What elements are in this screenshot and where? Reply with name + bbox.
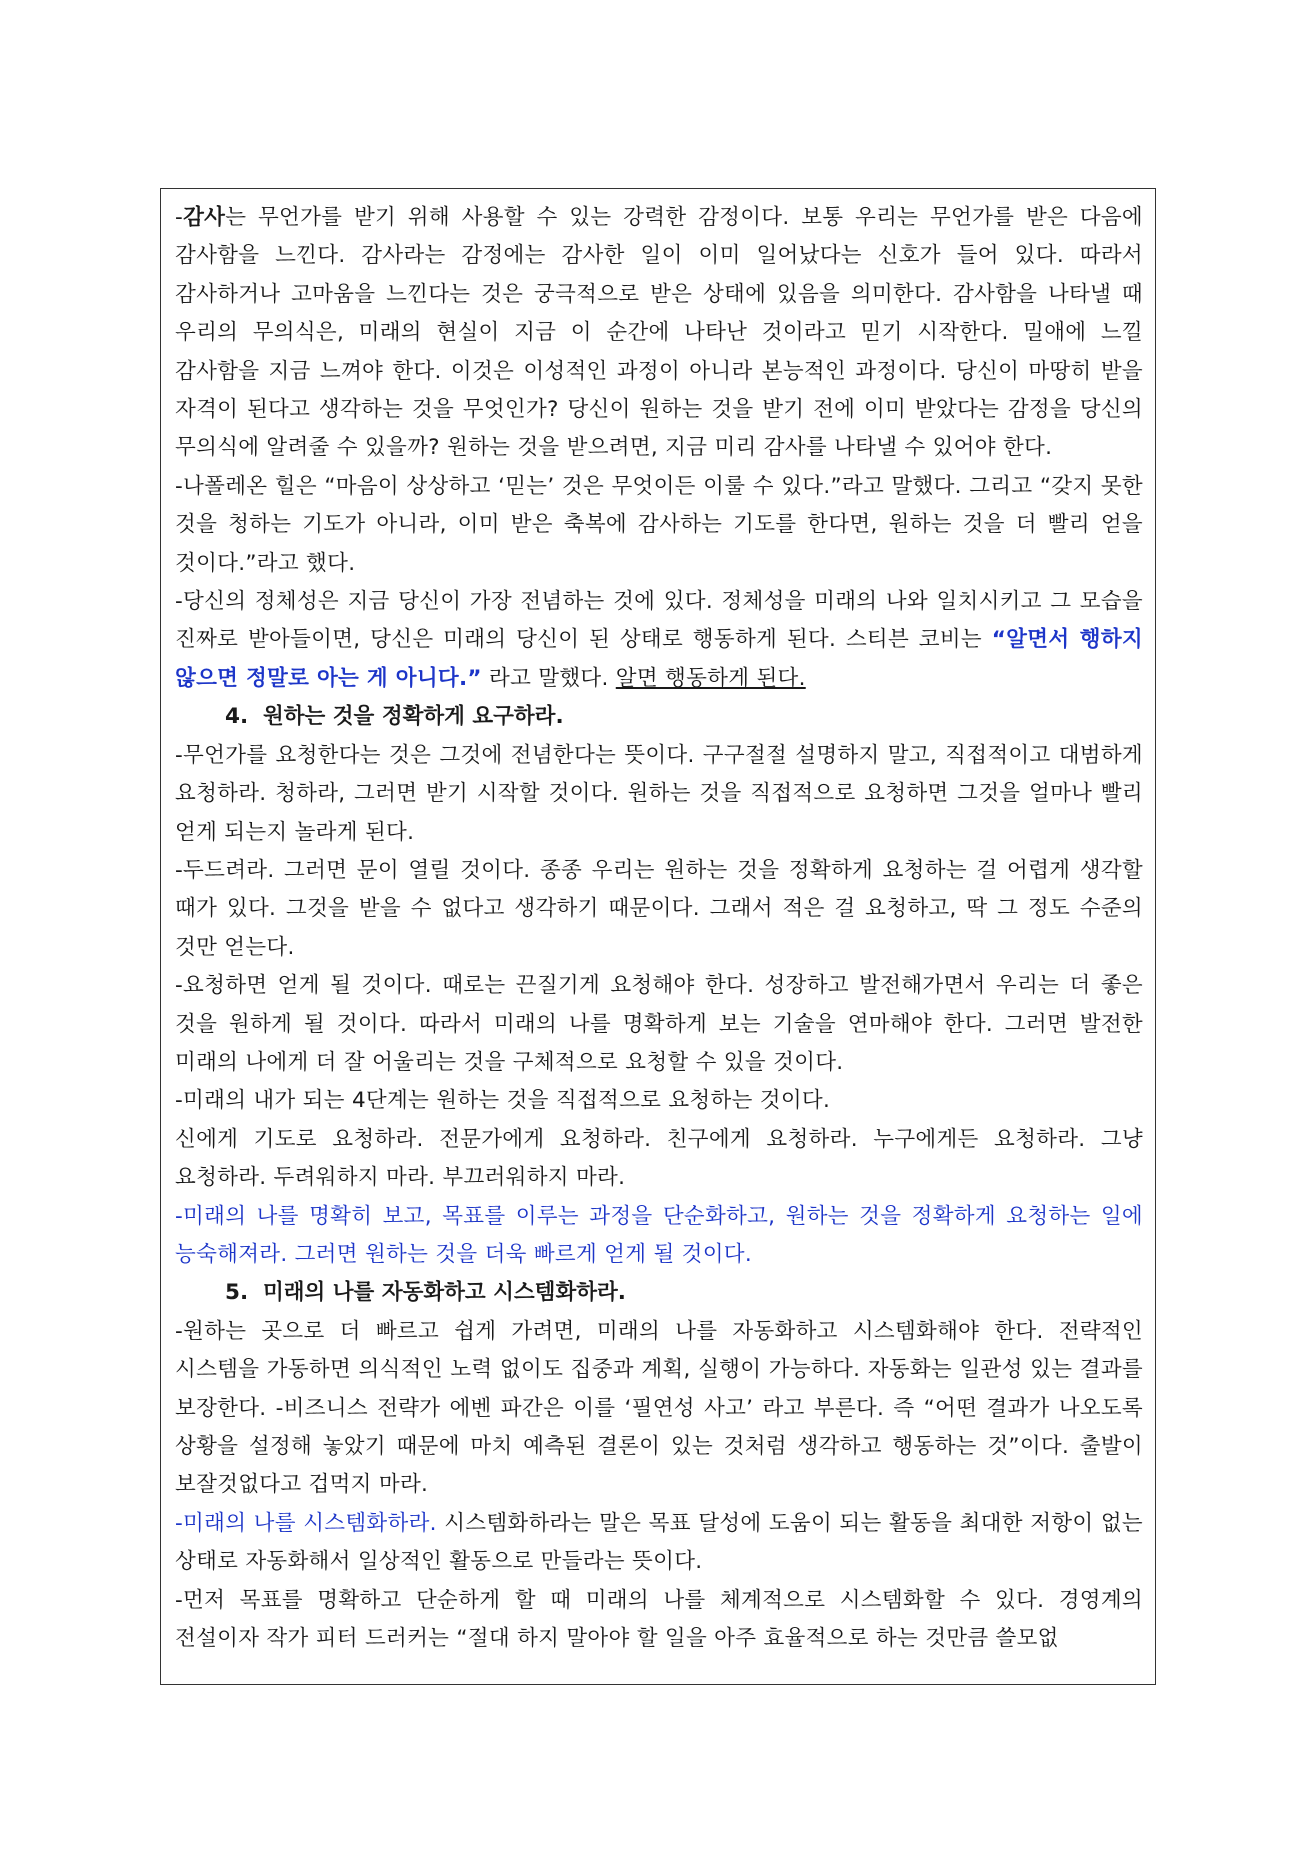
paragraph-text: -당신의 정체성은 지금 당신이 가장 전념하는 것에 있다. 정체성을 미래의 나와 일치시키고 그 모습을 진짜로 받아들이면, 당신은 미래의 당신이 된 상태로 행동하게 된다. 스티븐 코비는 — [175, 589, 1143, 653]
paragraph-knock: -두드려라. 그러면 문이 열릴 것이다. 종종 우리는 원하는 것을 정확하게 요청하는 걸 어렵게 생각할 때가 있다. 그것을 받을 수 없다고 생각하기 때문이다. 그래서 적은 걸 요청하고, 딱 그 정도 수준의 것만 얻는다. — [175, 857, 1143, 960]
paragraph-systemize — [175, 1505, 1143, 1582]
paragraph-drucker: -먼저 목표를 명확하고 단순하게 할 때 미래의 나를 체계적으로 시스템화할 수 있다. 경영계의 전설이자 작가 피터 드러커는 “절대 하지 말아야 할 일을 아주 효율적으로 하는 것만큼 쓸모없 — [175, 1587, 1143, 1652]
heading-number: 5. — [225, 1280, 249, 1306]
paragraph-pray: 신에게 기도로 요청하라. 전문가에게 요청하라. 친구에게 요청하라. 누구에게든 요청하라. 그냥 요청하라. 두려워하지 마라. 부끄러워하지 마라. — [175, 1126, 1143, 1191]
section-heading-5 — [175, 1274, 1143, 1312]
paragraph-text: 라고 말했다. — [481, 665, 616, 691]
paragraph-highlight-summary: -미래의 나를 명확히 보고, 목표를 이루는 과정을 단순화하고, 원하는 것을 정확하게 요청하는 일에 능숙해져라. 그러면 원하는 것을 더욱 빠르게 얻게 될 것이다. — [175, 1203, 1143, 1267]
highlighted-text: -미래의 나를 시스템화하라. — [175, 1510, 437, 1536]
heading-title: 미래의 나를 자동화하고 시스템화하라. — [263, 1280, 626, 1306]
paragraph-napoleon-hill: -나폴레온 힐은 “마음이 상상하고 ‘믿는’ 것은 무엇이든 이룰 수 있다.”라고 말했다. 그리고 “갖지 못한 것을 청하는 기도가 아니라, 이미 받은 축복에 감사하는 기도를 한다면, 원하는 것을 더 빨리 얻을 것이다.”라고 했다. — [175, 473, 1143, 576]
paragraph-request: -무언가를 요청한다는 것은 그것에 전념한다는 뜻이다. 구구절절 설명하지 말고, 직접적이고 대범하게 요청하라. 청하라, 그러면 받기 시작할 것이다. 원하는 것을 직접적으로 요청하면 그것을 얼마나 빨리 얻게 되는지 놀라게 된다. — [175, 742, 1143, 845]
paragraph-automate: -원하는 곳으로 더 빠르고 쉽게 가려면, 미래의 나를 자동화하고 시스템화해야 한다. 전략적인 시스템을 가동하면 의식적인 노력 없이도 집중과 계획, 실행이 가능하다. 자동화는 일관성 있는 결과를 보장한다. -비즈니스 전략가 에벤 파간은 이를 ‘필연성 사고’ 라고 부른다. 즉 “어떤 결과가 나오도록 상황을 설정해 놓았기 때문에 마치 예측된 결론이 있는 것처럼 생각하고 행동하는 것”이다. 출발이 보잘것없다고 겁먹지 마라. — [175, 1318, 1143, 1498]
bold-keyword: 감사 — [183, 205, 226, 230]
paragraph-step-4: -미래의 내가 되는 4단계는 원하는 것을 직접적으로 요청하는 것이다. — [175, 1088, 831, 1114]
heading-number: 4. — [225, 704, 249, 730]
underlined-text: 알면 행동하게 된다. — [615, 665, 806, 691]
paragraph-text: 시스템화하라는 말은 목표 달성에 도움이 되는 활동을 최대한 저항이 없는 상태로 자동화해서 일상적인 활동으로 만들라는 뜻이다. — [175, 1510, 1143, 1575]
heading-title: 원하는 것을 정확하게 요구하라. — [263, 704, 564, 730]
paragraph-gratitude — [175, 199, 1143, 468]
paragraph-ask-persistently: -요청하면 얻게 될 것이다. 때로는 끈질기게 요청해야 한다. 성장하고 발전해가면서 우리는 더 좋은 것을 원하게 될 것이다. 따라서 미래의 나를 명확하게 보는 기술을 연마해야 한다. 그러면 발전한 미래의 나에게 더 잘 어울리는 것을 구체적으로 요청할 수 있을 것이다. — [175, 973, 1143, 1075]
paragraph-identity — [175, 583, 1143, 698]
document-text-box — [160, 188, 1156, 1685]
paragraph-text: 는 무언가를 받기 위해 사용할 수 있는 강력한 감정이다. 보통 우리는 무언가를 받은 다음에 감사함을 느낀다. 감사라는 감정에는 감사한 일이 이미 일어났다는 신호가 들어 있다. 따라서 감사하거나 고마움을 느낀다는 것은 궁극적으로 받은 상태에 있음을 의미한다. 감사함을 나타낼 때 우리의 무의식은, 미래의 현실이 지금 이 순간에 나타난 것이라고 믿기 시작한다. 밀애에 느낄 감사함을 지금 느껴야 한다. 이것은 이성적인 과정이 아니라 본능적인 과정이다. 당신이 마땅히 받을 자격이 된다고 생각하는 것을 무엇인가? 당신이 원하는 것을 받기 전에 이미 받았다는 감정을 당신의 무의식에 알려줄 수 있을까? 원하는 것을 받으려면, 지금 미리 감사를 나타낼 수 있어야 한다. — [175, 205, 1143, 461]
section-heading-4 — [175, 698, 1143, 736]
dash: - — [175, 205, 184, 230]
highlighted-quote: “알면서 행하지 않으면 정말로 아는 게 아니다.” — [175, 627, 1143, 691]
